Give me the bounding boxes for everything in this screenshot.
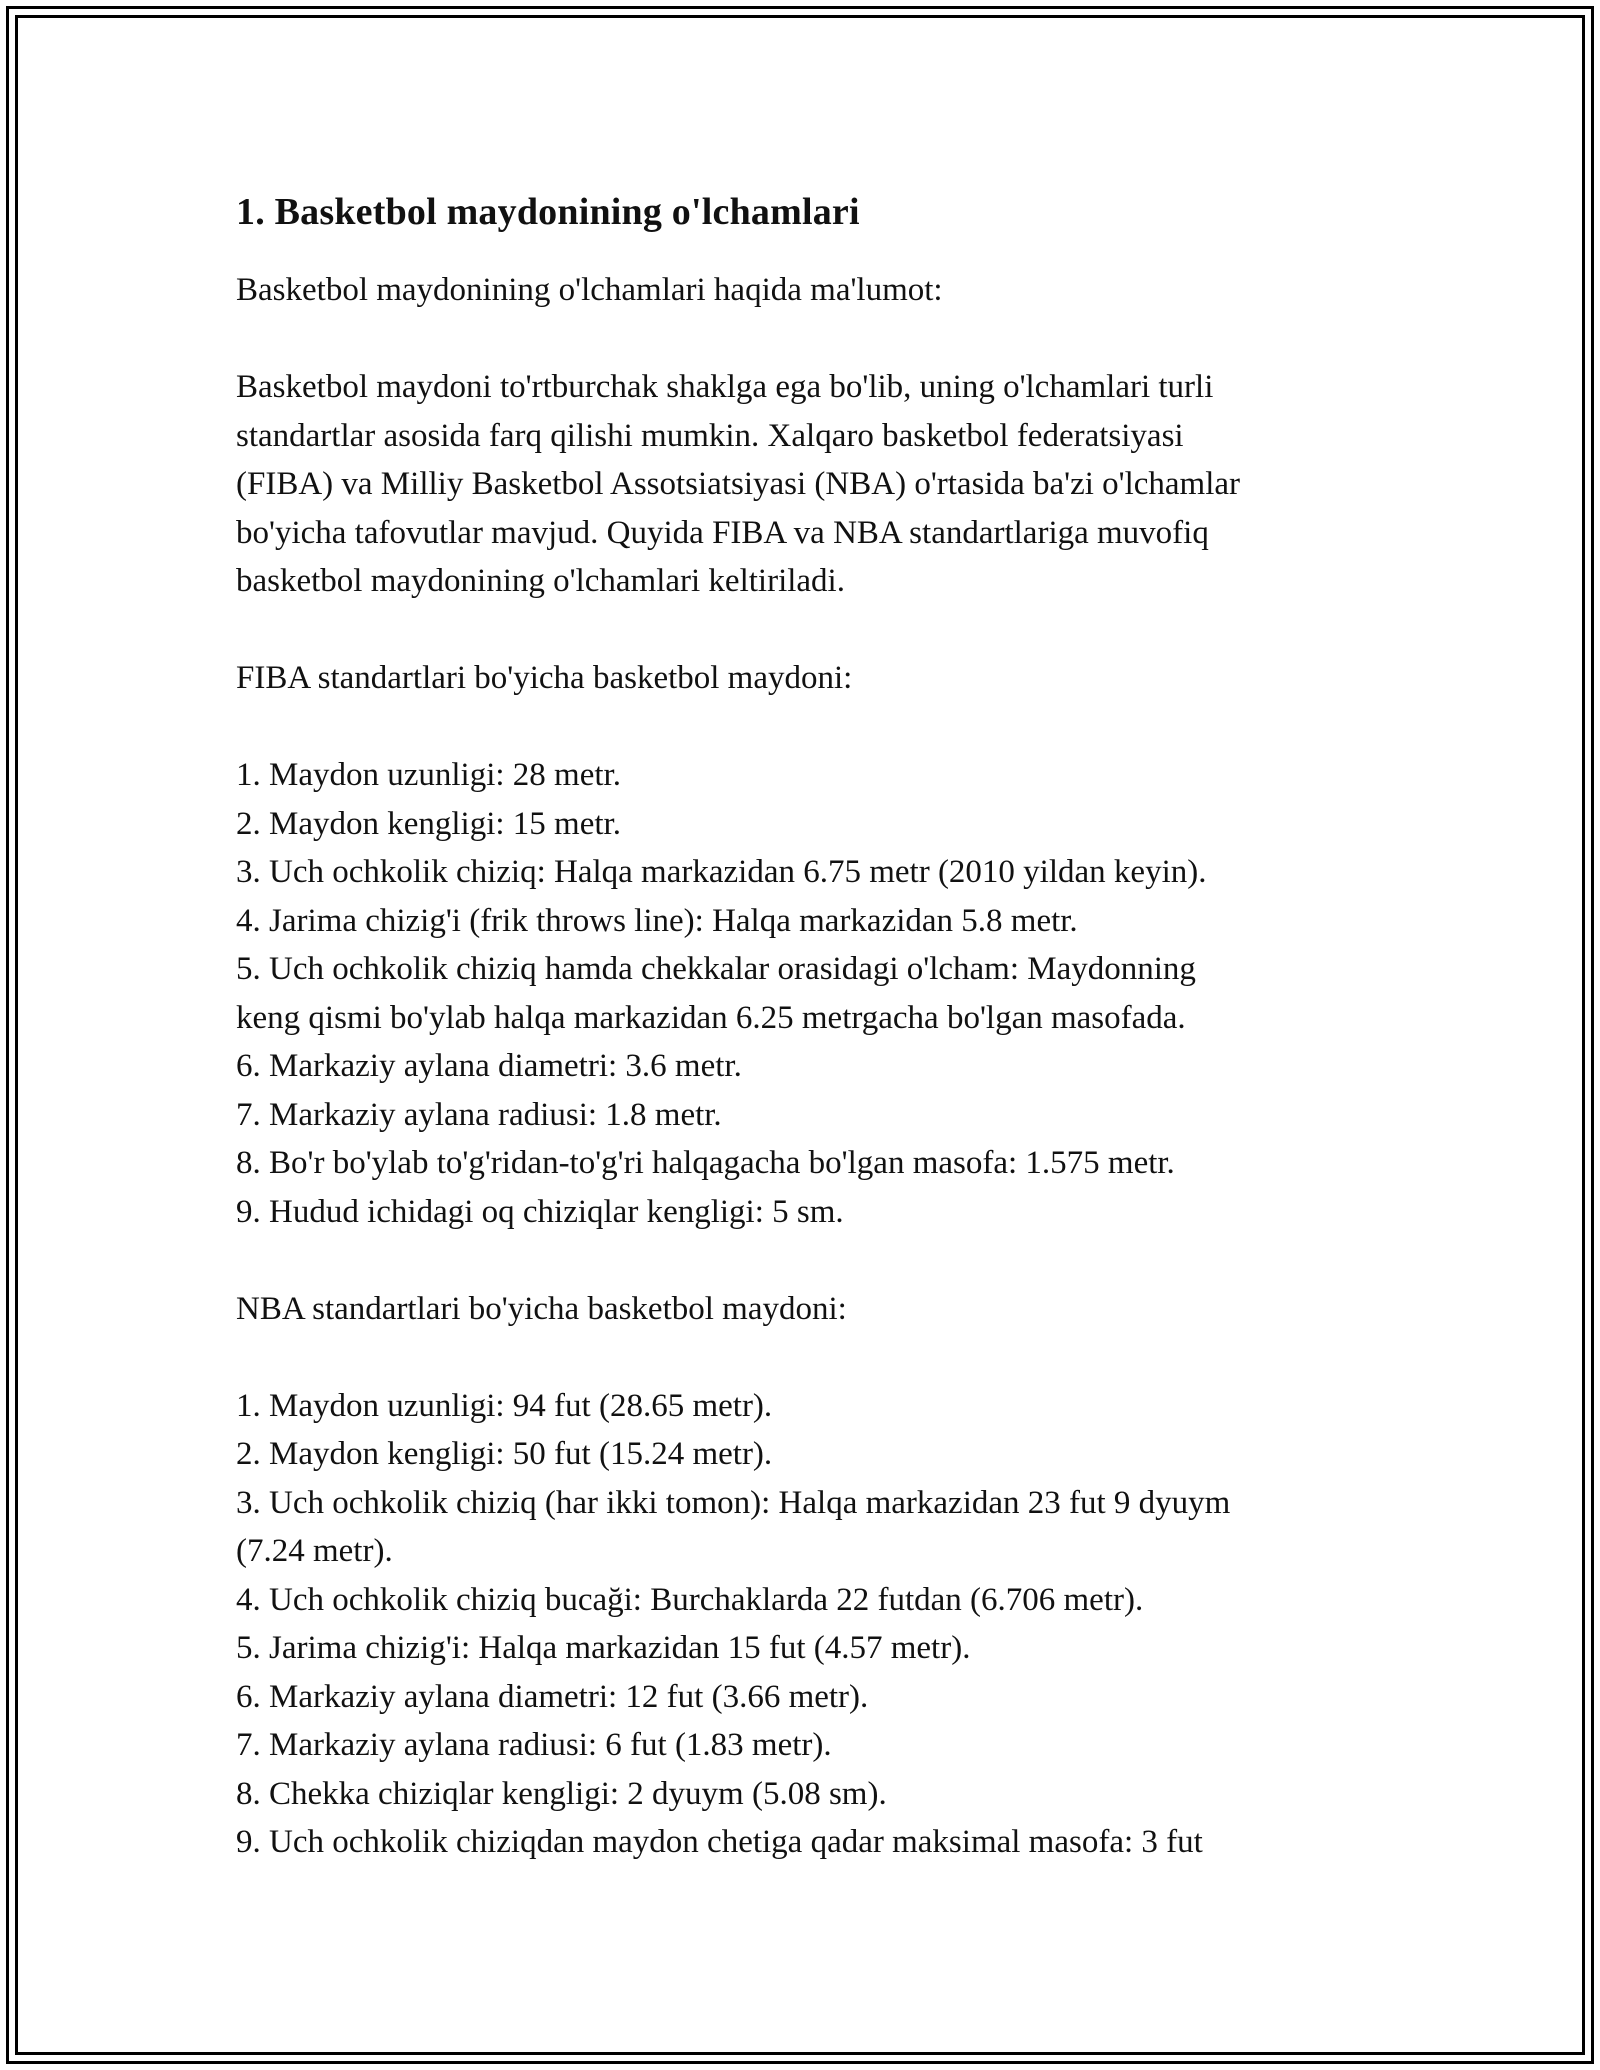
nba-section-title: NBA standartlari bo'yicha basketbol maydoni: — [236, 1290, 847, 1327]
spacer — [236, 1333, 1376, 1382]
paragraph-line: basketbol maydonining o'lchamlari keltiriladi. — [236, 563, 845, 599]
list-item: 8. Bo'r bo'ylab to'g'ridan-to'g'ri halqagacha bo'lgan masofa: 1.575 metr. — [236, 1145, 1175, 1181]
list-item: 7. Markaziy aylana radiusi: 1.8 metr. — [236, 1096, 722, 1133]
list-item: 1. Maydon uzunligi: 28 metr. — [236, 757, 621, 793]
paragraph-line: Basketbol maydoni to'rtburchak shaklga ega bo'lib, uning o'lchamlari turli — [236, 369, 1214, 405]
nba-list — [236, 1382, 1376, 1867]
list-item: 6. Markaziy aylana diametri: 3.6 metr. — [236, 1048, 742, 1084]
spacer — [236, 606, 1376, 655]
list-item: 7. Markaziy aylana radiusi: 6 fut (1.83 metr). — [236, 1727, 832, 1763]
page-title: 1. Basketbol maydonining o'lchamlari — [236, 191, 860, 233]
list-item: 1. Maydon uzunligi: 94 fut (28.65 metr). — [236, 1387, 773, 1424]
spacer — [236, 315, 1376, 364]
list-item: 9. Hudud ichidagi oq chiziqlar kengligi: 5 sm. — [236, 1193, 844, 1230]
intro-paragraph — [236, 363, 1376, 606]
paragraph-line: (FIBA) va Milliy Basketbol Assotsiatsiyasi (NBA) o'rtasida ba'zi o'lchamlar — [236, 466, 1241, 502]
fiba-list — [236, 751, 1376, 1236]
list-item: 2. Maydon kengligi: 15 metr. — [236, 805, 621, 842]
list-item: (7.24 metr). — [236, 1533, 393, 1569]
paragraph-line: standartlar asosida farq qilishi mumkin. Xalqaro basketbol federatsiyasi — [236, 417, 1184, 454]
list-item: 4. Uch ochkolik chiziq bucaği: Burchaklarda 22 futdan (6.706 metr). — [236, 1581, 1144, 1618]
list-item: 5. Uch ochkolik chiziq hamda chekkalar orasidagi o'lcham: Maydonning — [236, 951, 1196, 987]
list-item: keng qismi bo'ylab halqa markazidan 6.25 metrgacha bo'lgan masofada. — [236, 999, 1186, 1036]
fiba-section-title: FIBA standartlari bo'yicha basketbol maydoni: — [236, 660, 853, 696]
list-item: 5. Jarima chizig'i: Halqa markazidan 15 fut (4.57 metr). — [236, 1630, 971, 1666]
list-item: 3. Uch ochkolik chiziq (har ikki tomon): Halqa markazidan 23 fut 9 dyuym — [236, 1484, 1231, 1521]
list-item: 3. Uch ochkolik chiziq: Halqa markazidan 6.75 metr (2010 yildan keyin). — [236, 854, 1207, 890]
paragraph-line: bo'yicha tafovutlar mavjud. Quyida FIBA va NBA standartlariga muvofiq — [236, 514, 1209, 551]
list-item: 9. Uch ochkolik chiziqdan maydon chetiga qadar maksimal masofa: 3 fut — [236, 1824, 1203, 1860]
spacer — [236, 1236, 1376, 1285]
list-item: 2. Maydon kengligi: 50 fut (15.24 metr). — [236, 1436, 773, 1472]
list-item: 4. Jarima chizig'i (frik throws line): Halqa markazidan 5.8 metr. — [236, 902, 1078, 939]
spacer — [236, 703, 1376, 752]
intro-line: Basketbol maydonining o'lchamlari haqida ma'lumot: — [236, 272, 943, 308]
list-item: 6. Markaziy aylana diametri: 12 fut (3.66 metr). — [236, 1678, 869, 1715]
document-body — [236, 182, 1376, 1867]
list-item: 8. Chekka chiziqlar kengligi: 2 dyuym (5.08 sm). — [236, 1775, 887, 1812]
